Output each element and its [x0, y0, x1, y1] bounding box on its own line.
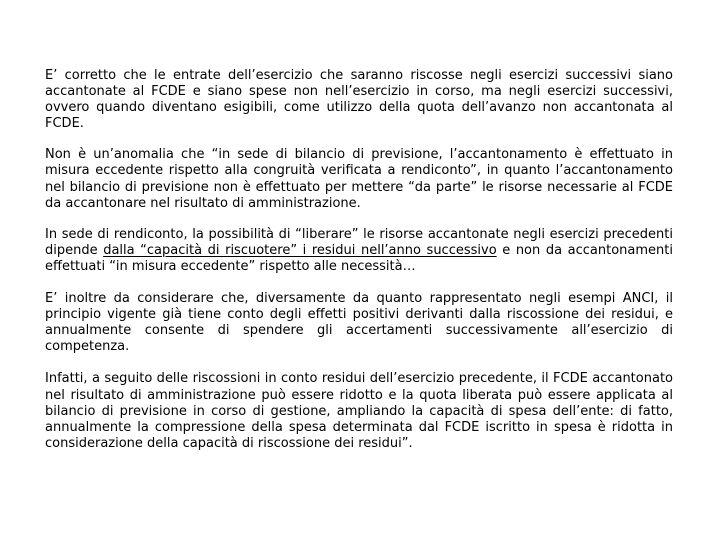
slide-body: [45, 68, 673, 466]
paragraph-riscossioni: Infatti, a seguito delle riscossioni in conto residui dell’esercizio precedente, il FCDE accantonato nel risultato di amministrazione può essere ridotto e la quota liberata può essere applicata al bilancio di previsione in corso di gestione, ampliando la capacità di spesa dell’ente: di fatto, annualmente la compressione della spesa determinata dal FCDE iscritto in spesa è ridotta in considerazione della capacità di riscossione dei residui”.: [45, 371, 673, 451]
underlined-phrase: dalla “capacità di riscuotere” i residui nell’anno successivo: [103, 242, 497, 258]
paragraph-rendiconto: [45, 227, 673, 275]
paragraph-rendiconto-lead: In sede di rendiconto, la possibilità di “liberare” le risorse accantonate negli esercizi precedenti dipende: [45, 226, 673, 258]
paragraph-anomalia: Non è un’anomalia che “in sede di bilancio di previsione, l’accantonamento è effettuato in misura eccedente rispetto alla congruità verificata a rendiconto”, in quanto l’accantonamento nel bilancio di previsione non è effettuato per mettere “da parte” le risorse necessarie al FCDE da accantonare nel risultato di amministrazione.: [45, 147, 673, 211]
paragraph-rendiconto-tail: e non da accantonamenti effettuati “in misura eccedente” rispetto alle necessità…: [45, 242, 673, 274]
paragraph-principio-vigente: E’ inoltre da considerare che, diversamente da quanto rappresentato negli esempi ANCI, il principio vigente già tiene conto degli effetti positivi derivanti dalla riscossione dei residui, e annualmente consente di spendere gli accertamenti successivamente all’esercizio di competenza.: [45, 291, 673, 355]
paragraph-fcde-accantonamento: E’ corretto che le entrate dell’esercizio che saranno riscosse negli esercizi successivi siano accantonate al FCDE e siano spese non nell’esercizio in corso, ma negli esercizi successivi, ovvero quando diventano esigibili, come utilizzo della quota dell’avanzo non accantonata al FCDE.: [45, 68, 673, 132]
